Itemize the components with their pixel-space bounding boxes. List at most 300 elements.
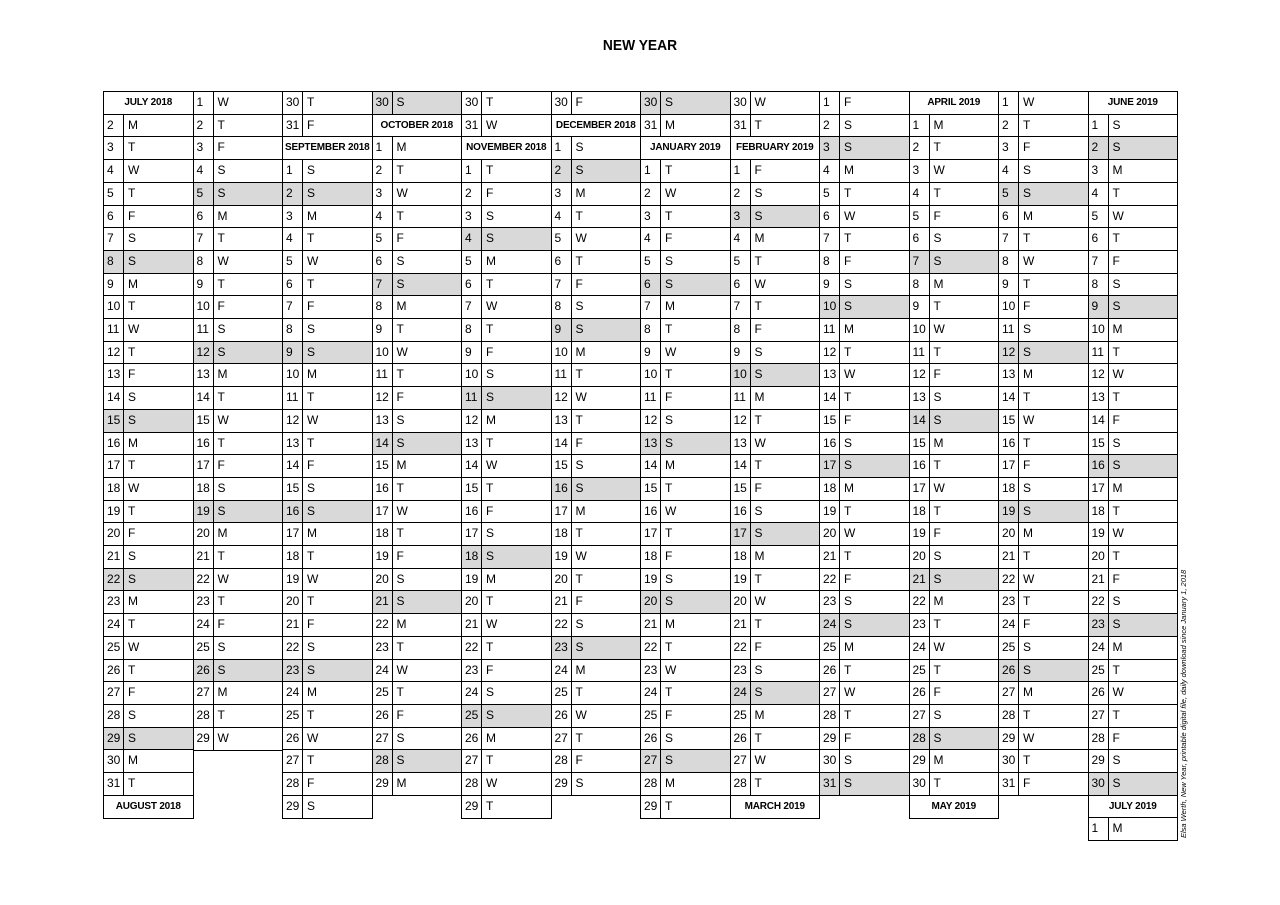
weekday-letter: F (128, 208, 136, 223)
day-cell (640, 159, 731, 183)
weekday-letter: F (575, 435, 583, 450)
weekday-letter: T (844, 662, 852, 677)
weekday-letter: S (575, 322, 584, 336)
day-number: 2 (552, 160, 572, 182)
day-number: 22 (373, 614, 393, 636)
weekday-letter: F (396, 549, 404, 563)
day-cell (282, 704, 373, 728)
weekday-letter: T (665, 367, 673, 382)
weekday-letter: F (486, 662, 494, 677)
day-cell (461, 205, 552, 229)
weekday-letter: T (933, 344, 941, 359)
day-number: 19 (194, 501, 214, 523)
day-number: 15 (999, 410, 1019, 432)
weekday-letter: T (665, 639, 673, 654)
weekday-letter: S (575, 617, 584, 632)
day-cell (730, 182, 821, 206)
day-number: 1 (820, 92, 840, 114)
day-cell (282, 477, 373, 501)
weekday-letter: M (1112, 480, 1123, 495)
day-number: 9 (731, 342, 751, 364)
weekday-letter: T (933, 458, 941, 473)
page-title: NEW YEAR (602, 37, 678, 54)
day-cell (461, 681, 552, 705)
day-cell (909, 772, 1000, 796)
weekday-letter: S (575, 299, 584, 314)
weekday-letter: W (665, 185, 677, 200)
day-cell-weekend (282, 659, 373, 683)
day-cell (730, 500, 821, 524)
weekday-letter: F (1023, 617, 1031, 632)
day-cell-weekend (730, 205, 821, 229)
weekday-letter: M (1112, 163, 1123, 178)
weekday-letter: T (1112, 662, 1120, 677)
weekday-letter: W (486, 299, 498, 314)
day-number: 22 (641, 637, 661, 659)
day-number: 7 (731, 296, 751, 318)
side-note: Elsa Werth, New Year, printable digital file, daily download since January 1, 2018 (1179, 569, 1188, 838)
weekday-letter: S (307, 322, 316, 336)
day-number: 26 (641, 728, 661, 750)
day-cell (909, 749, 1000, 773)
day-cell (551, 136, 642, 160)
weekday-letter: S (128, 412, 137, 427)
day-cell (282, 318, 373, 342)
day-number: 29 (641, 796, 661, 818)
day-number: 8 (283, 319, 303, 341)
day-cell-weekend (640, 91, 731, 115)
day-number: 21 (373, 591, 393, 613)
weekday-letter: S (1023, 480, 1032, 495)
day-number: 2 (194, 115, 214, 137)
weekday-letter: W (933, 639, 945, 654)
weekday-letter: M (128, 276, 138, 291)
weekday-letter: S (307, 163, 316, 178)
day-cell (461, 250, 552, 274)
day-number: 28 (820, 705, 840, 727)
weekday-letter: T (486, 163, 494, 178)
weekday-letter: M (754, 231, 765, 246)
weekday-letter: M (1023, 367, 1033, 382)
day-cell (819, 522, 910, 546)
day-number: 22 (910, 591, 930, 613)
weekday-letter: M (486, 571, 496, 586)
day-number: 29 (373, 773, 393, 795)
day-number: 23 (1089, 614, 1109, 636)
day-cell (998, 227, 1089, 251)
day-number: 15 (552, 455, 572, 477)
weekday-letter: M (128, 594, 138, 609)
day-cell (372, 409, 463, 433)
day-cell (282, 114, 373, 138)
day-number: 20 (194, 523, 214, 545)
day-cell (282, 545, 373, 569)
day-number: 5 (910, 206, 930, 228)
weekday-letter: F (754, 480, 762, 495)
month-header: FEBRUARY 2019 (730, 136, 821, 160)
day-cell (461, 159, 552, 183)
weekday-letter: F (575, 95, 583, 109)
weekday-letter: W (486, 458, 498, 473)
weekday-letter: T (575, 571, 583, 586)
day-number: 29 (820, 728, 840, 750)
day-number: 7 (104, 228, 124, 250)
day-number: 17 (820, 455, 840, 477)
day-cell-weekend (551, 477, 642, 501)
weekday-letter: F (217, 299, 225, 314)
day-cell (909, 500, 1000, 524)
day-cell (461, 432, 552, 456)
month-header: APRIL 2019 (909, 91, 1000, 115)
weekday-letter: F (665, 549, 673, 563)
weekday-letter: S (128, 707, 137, 722)
day-cell (730, 273, 821, 297)
day-cell (461, 568, 552, 592)
day-cell (282, 205, 373, 229)
day-cell-weekend (640, 273, 731, 297)
day-number: 18 (999, 478, 1019, 500)
day-number: 13 (283, 433, 303, 455)
day-number: 2 (641, 183, 661, 205)
day-number: 21 (194, 546, 214, 568)
weekday-letter: T (844, 503, 852, 518)
weekday-letter: F (933, 208, 941, 223)
day-cell (730, 636, 821, 660)
day-number: 8 (731, 319, 751, 341)
weekday-letter: S (486, 707, 495, 722)
weekday-letter: T (307, 276, 315, 291)
weekday-letter: T (1023, 117, 1031, 132)
weekday-letter: F (217, 140, 225, 155)
day-number: 29 (910, 750, 930, 772)
day-cell (372, 681, 463, 705)
day-number: 5 (1089, 206, 1109, 228)
day-number: 16 (462, 501, 482, 523)
day-cell (730, 704, 821, 728)
weekday-letter: T (307, 390, 315, 405)
day-cell (640, 318, 731, 342)
day-cell (819, 205, 910, 229)
day-number: 4 (731, 228, 751, 250)
weekday-letter: T (933, 776, 941, 790)
day-number: 9 (373, 319, 393, 341)
day-number: 15 (820, 410, 840, 432)
day-cell (372, 386, 463, 410)
day-cell (640, 454, 731, 478)
day-cell (998, 363, 1089, 387)
weekday-letter: S (217, 662, 226, 677)
day-number: 11 (373, 364, 393, 386)
day-cell (1088, 432, 1179, 456)
weekday-letter: W (1023, 571, 1035, 586)
day-number: 11 (731, 387, 751, 409)
weekday-letter: T (396, 480, 404, 495)
weekday-letter: F (486, 185, 494, 200)
day-number: 28 (910, 728, 930, 750)
day-cell (103, 205, 194, 229)
day-cell (551, 273, 642, 297)
day-number: 5 (820, 183, 840, 205)
day-cell (730, 386, 821, 410)
day-cell-weekend (909, 250, 1000, 274)
day-cell (998, 613, 1089, 637)
day-number: 26 (731, 728, 751, 750)
day-cell (282, 295, 373, 319)
day-number: 12 (194, 342, 214, 364)
weekday-letter: F (1112, 253, 1120, 268)
day-number: 30 (283, 92, 303, 114)
day-number: 12 (910, 364, 930, 386)
weekday-letter: T (1112, 549, 1120, 563)
day-number: 11 (1089, 342, 1109, 364)
day-cell (103, 545, 194, 569)
day-number: 16 (194, 433, 214, 455)
day-cell (998, 454, 1089, 478)
day-cell (998, 205, 1089, 229)
day-cell (1088, 227, 1179, 251)
weekday-letter: M (396, 776, 407, 790)
day-number: 12 (552, 387, 572, 409)
day-number: 23 (910, 614, 930, 636)
day-cell (372, 500, 463, 524)
day-number: 31 (999, 773, 1019, 795)
day-number: 14 (373, 433, 393, 455)
day-cell (1088, 659, 1179, 683)
day-cell (461, 636, 552, 660)
day-cell (909, 613, 1000, 637)
day-number: 14 (820, 387, 840, 409)
day-cell (1088, 522, 1179, 546)
month-header: AUGUST 2018 (103, 795, 194, 819)
day-number: 25 (999, 637, 1019, 659)
weekday-letter: T (754, 776, 762, 790)
day-number: 13 (910, 387, 930, 409)
weekday-letter: M (128, 435, 138, 450)
weekday-letter: F (754, 639, 762, 654)
weekday-letter: T (307, 231, 315, 246)
day-cell (730, 227, 821, 251)
weekday-letter: F (1112, 571, 1120, 586)
day-cell-weekend (640, 432, 731, 456)
day-number: 11 (641, 387, 661, 409)
day-cell-weekend (730, 681, 821, 705)
day-number: 8 (1089, 274, 1109, 296)
day-number: 15 (283, 478, 303, 500)
weekday-letter: T (396, 208, 404, 223)
day-cell (282, 386, 373, 410)
weekday-letter: W (844, 208, 856, 223)
day-number: 1 (1089, 115, 1109, 137)
day-cell (909, 386, 1000, 410)
weekday-letter: M (665, 776, 675, 790)
day-cell (551, 341, 642, 365)
day-number: 20 (1089, 546, 1109, 568)
weekday-letter: W (307, 412, 319, 427)
weekday-letter: T (1023, 276, 1031, 291)
day-cell (461, 659, 552, 683)
day-cell (193, 318, 284, 342)
day-cell (551, 363, 642, 387)
day-cell (193, 432, 284, 456)
day-number: 25 (104, 637, 124, 659)
weekday-letter: W (754, 594, 766, 609)
weekday-letter: S (217, 163, 226, 178)
day-cell (640, 568, 731, 592)
day-number: 7 (462, 296, 482, 318)
weekday-letter: T (665, 322, 673, 336)
day-cell (193, 681, 284, 705)
weekday-letter: W (575, 390, 587, 405)
day-cell (372, 136, 463, 160)
day-cell (282, 795, 373, 819)
day-number: 4 (820, 160, 840, 182)
day-cell (640, 114, 731, 138)
day-number: 25 (373, 682, 393, 704)
weekday-letter: M (754, 549, 765, 563)
weekday-letter: F (396, 231, 404, 246)
month-header: NOVEMBER 2018 (461, 136, 552, 160)
weekday-letter: T (665, 163, 673, 178)
day-number: 28 (999, 705, 1019, 727)
day-cell (372, 522, 463, 546)
day-number: 18 (283, 546, 303, 568)
month-header: SEPTEMBER 2018 (282, 136, 373, 160)
day-cell (461, 273, 552, 297)
day-number: 11 (552, 364, 572, 386)
weekday-letter: F (307, 117, 315, 132)
day-number: 23 (641, 660, 661, 682)
weekday-letter: T (1112, 231, 1120, 246)
day-number: 26 (999, 660, 1019, 682)
weekday-letter: M (217, 208, 228, 223)
day-number: 12 (373, 387, 393, 409)
day-cell (461, 522, 552, 546)
day-number: 26 (462, 728, 482, 750)
day-cell (640, 182, 731, 206)
day-cell (193, 273, 284, 297)
day-cell (282, 363, 373, 387)
day-cell (193, 386, 284, 410)
day-number: 5 (194, 183, 214, 205)
weekday-letter: T (665, 798, 673, 813)
day-cell (819, 114, 910, 138)
weekday-letter: F (844, 253, 852, 268)
day-cell (103, 227, 194, 251)
day-number: 21 (283, 614, 303, 636)
weekday-letter: T (217, 117, 225, 132)
day-cell (1088, 636, 1179, 660)
day-cell (103, 500, 194, 524)
day-cell (730, 341, 821, 365)
day-number: 25 (283, 705, 303, 727)
day-cell (909, 227, 1000, 251)
day-cell-weekend (193, 341, 284, 365)
weekday-letter: T (754, 412, 762, 427)
day-cell (1088, 681, 1179, 705)
day-cell (193, 295, 284, 319)
day-number: 19 (104, 501, 124, 523)
day-cell (551, 454, 642, 478)
weekday-letter: T (844, 549, 852, 563)
day-number: 20 (999, 523, 1019, 545)
day-number: 13 (641, 433, 661, 455)
day-cell (640, 477, 731, 501)
day-number: 29 (1089, 750, 1109, 772)
day-cell (282, 454, 373, 478)
day-cell (103, 136, 194, 160)
weekday-letter: S (1112, 117, 1121, 132)
day-number: 16 (552, 478, 572, 500)
day-cell (640, 500, 731, 524)
weekday-letter: S (486, 390, 495, 405)
day-cell (819, 704, 910, 728)
day-number: 13 (820, 364, 840, 386)
day-number: 5 (999, 183, 1019, 205)
day-number: 22 (552, 614, 572, 636)
day-cell-weekend (551, 636, 642, 660)
day-cell (193, 136, 284, 160)
month-header: MARCH 2019 (730, 795, 821, 819)
day-cell (282, 590, 373, 614)
day-cell (998, 114, 1089, 138)
weekday-letter: T (575, 208, 583, 223)
day-number: 18 (1089, 501, 1109, 523)
day-cell (372, 159, 463, 183)
day-number: 8 (641, 319, 661, 341)
weekday-letter: S (844, 617, 853, 632)
day-cell (909, 182, 1000, 206)
day-cell (193, 205, 284, 229)
day-number: 3 (641, 206, 661, 228)
day-number: 10 (1089, 319, 1109, 341)
day-cell (282, 250, 373, 274)
weekday-letter: T (575, 685, 583, 700)
day-cell (640, 295, 731, 319)
day-number: 29 (283, 796, 303, 818)
weekday-letter: S (396, 753, 405, 768)
weekday-letter: M (575, 344, 586, 359)
day-cell (282, 727, 373, 751)
day-cell-weekend (103, 250, 194, 274)
day-number: 24 (194, 614, 214, 636)
day-cell (551, 432, 642, 456)
day-cell (103, 749, 194, 773)
weekday-letter: S (486, 549, 495, 563)
weekday-letter: T (844, 707, 852, 722)
day-cell (640, 795, 731, 819)
weekday-letter: S (575, 163, 584, 178)
day-cell-weekend (730, 363, 821, 387)
weekday-letter: S (933, 707, 942, 722)
day-cell (193, 613, 284, 637)
weekday-letter: T (1112, 390, 1120, 405)
weekday-letter: W (754, 95, 766, 109)
weekday-letter: F (754, 322, 762, 336)
day-cell (372, 477, 463, 501)
weekday-letter: W (396, 503, 408, 518)
day-cell (730, 727, 821, 751)
day-cell (1088, 205, 1179, 229)
weekday-letter: F (128, 526, 136, 541)
weekday-letter: S (1023, 185, 1032, 200)
weekday-letter: M (486, 730, 496, 745)
day-cell (640, 205, 731, 229)
day-cell (551, 386, 642, 410)
day-number: 30 (731, 92, 751, 114)
weekday-letter: W (128, 639, 140, 654)
day-number: 15 (194, 410, 214, 432)
day-cell (282, 568, 373, 592)
